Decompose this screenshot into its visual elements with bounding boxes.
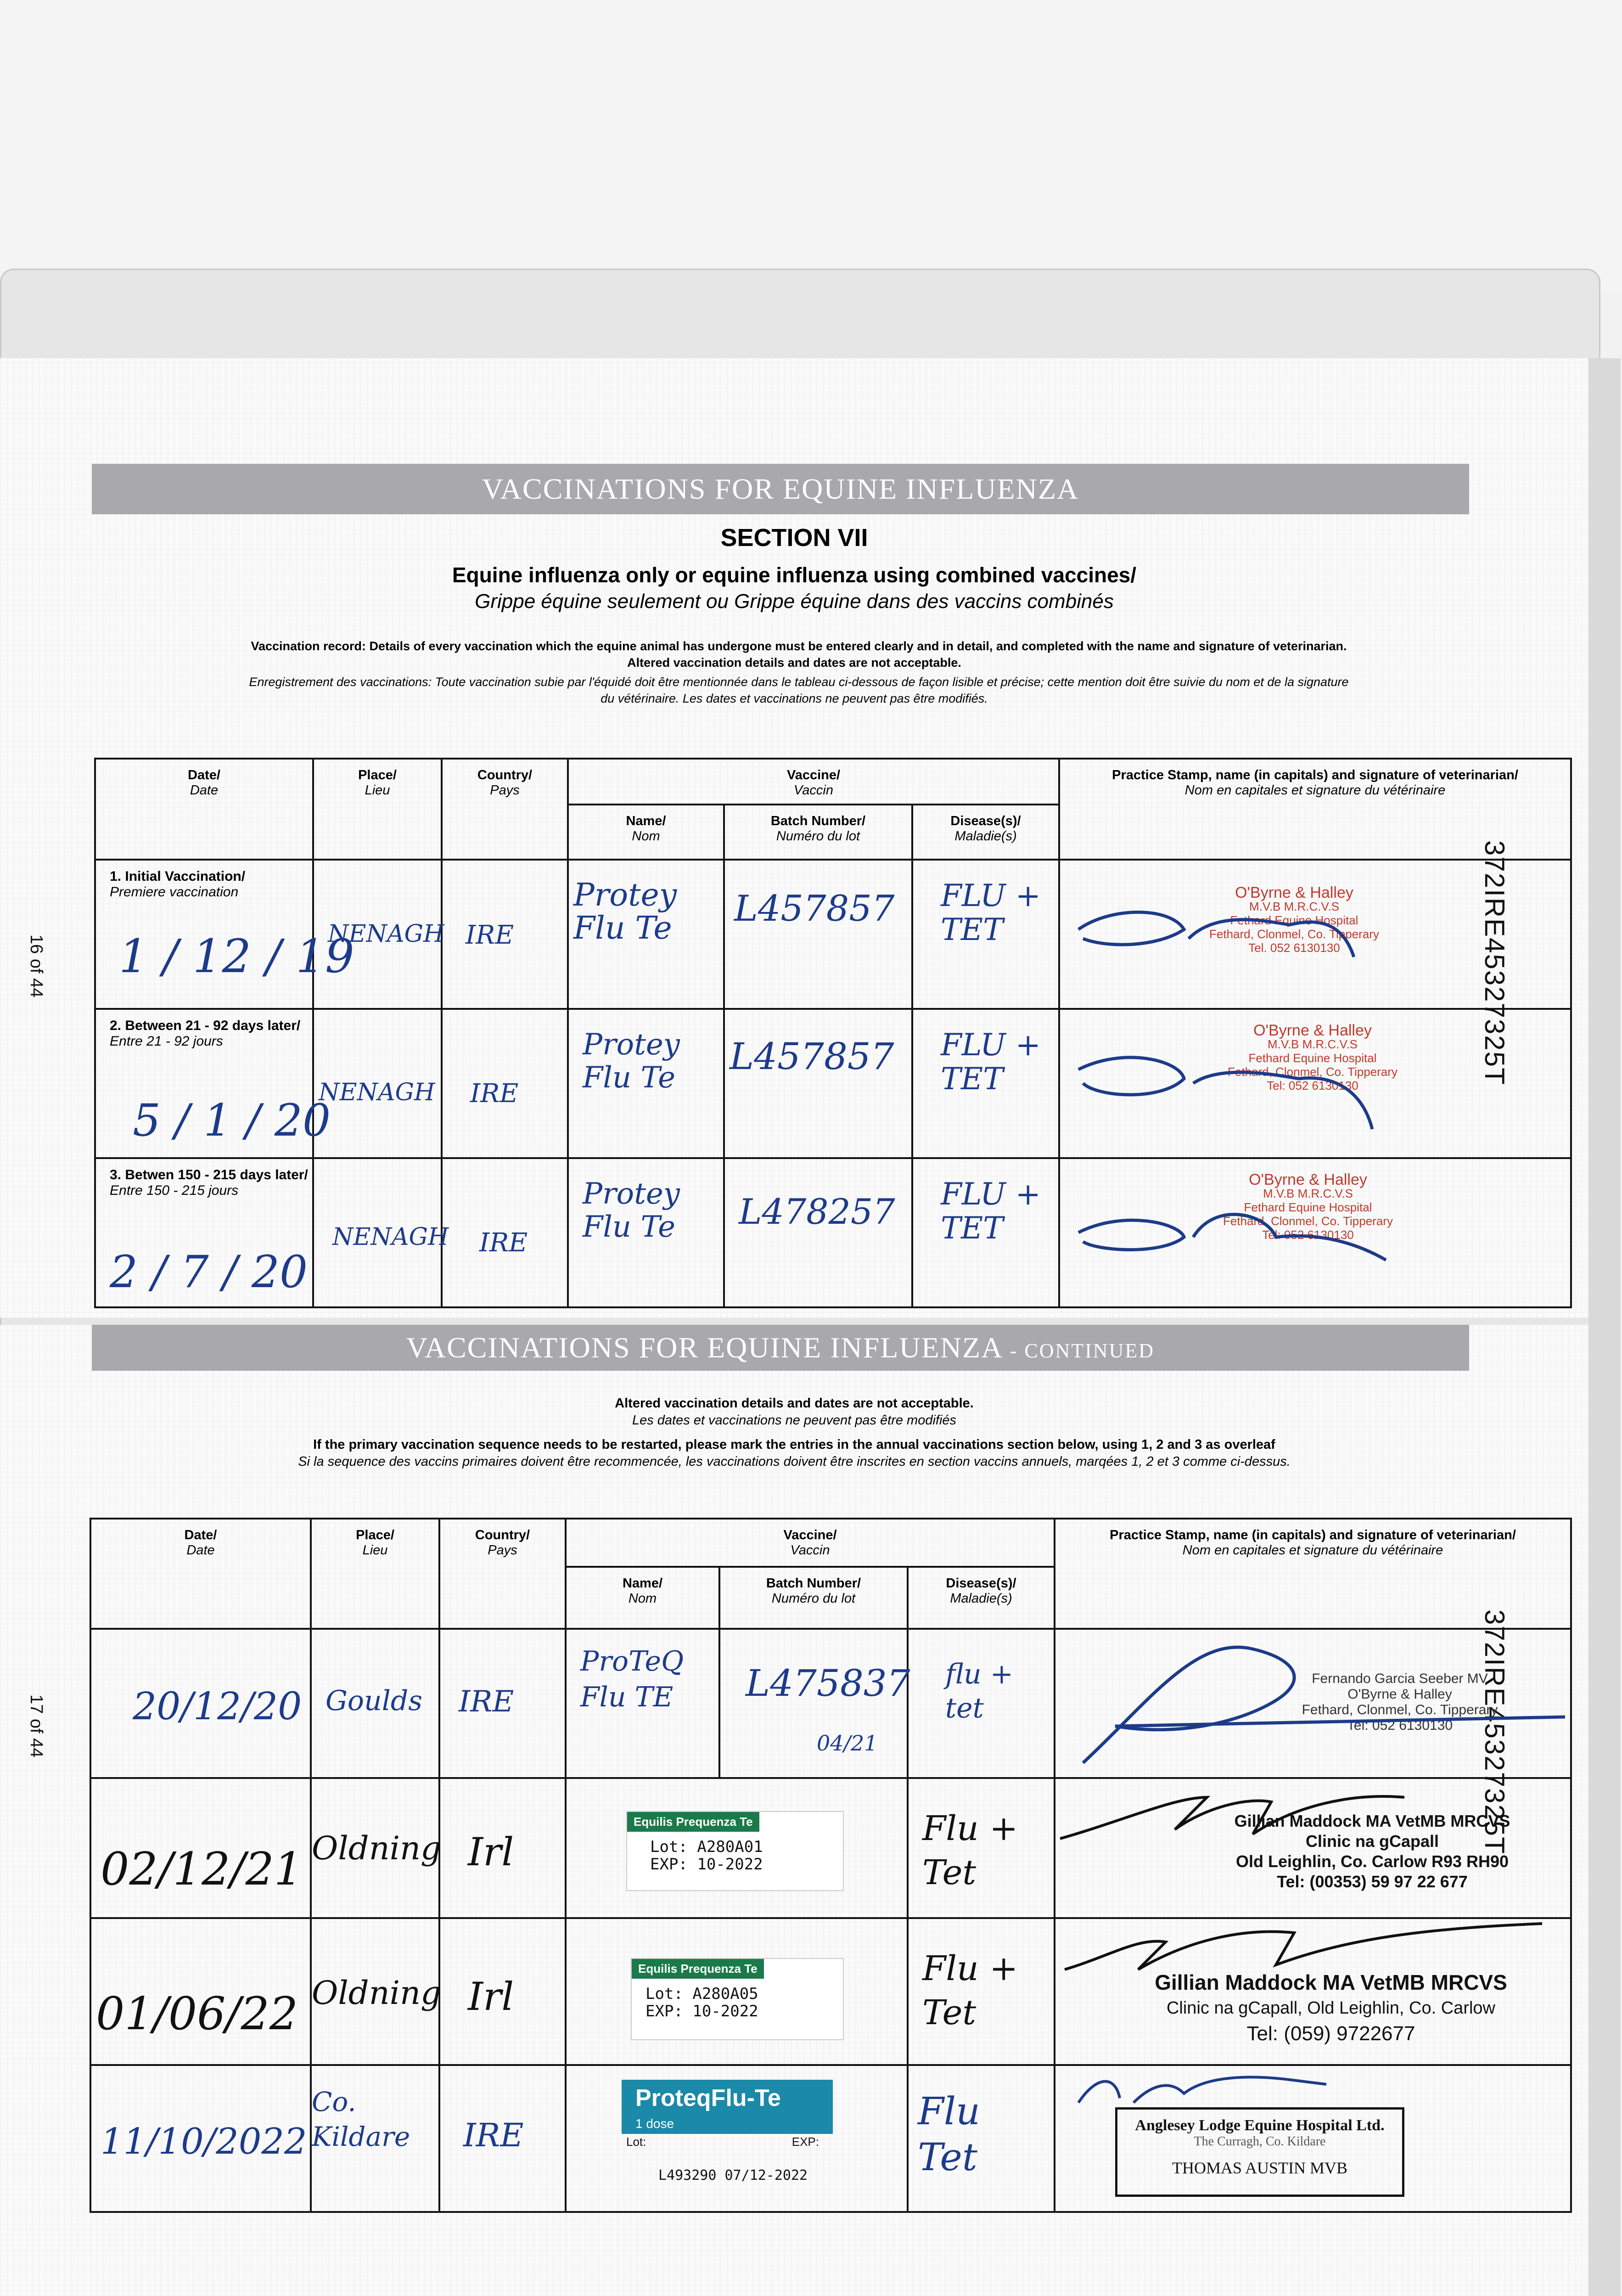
table-row [95,1009,1571,1158]
table-row [90,2065,1571,2212]
date-cell [95,860,354,1009]
continued-banner: VACCINATIONS FOR EQUINE INFLUENZA - CONTINUED [92,1325,1469,1371]
page-number: 17 of 44 [27,1694,46,1758]
vaccine-brand: Equilis Prequenza Te [632,1959,764,1979]
col-vaccine: Vaccine/ Vaccin [568,759,1059,805]
col-name: Name/ Nom [568,805,724,860]
disease-value: Flu + Tet [922,1949,1018,2032]
stamp-cell [1055,1778,1571,1918]
table-row [90,1778,1571,1918]
record-note-fr-2: du vétérinaire. Les dates et vaccinations ne peuvent pas être modifiés. [601,692,988,705]
table-row [90,1918,1571,2065]
ueln-number: 372IRE45327325T [1479,1609,1510,1855]
stamp-cell [1059,1158,1571,1307]
batch-number: L478257 [739,1191,895,1232]
country-cell [439,1778,566,1918]
stamp-cell [1059,1009,1571,1158]
vaccine-name: Protey Flu Te [573,877,677,946]
place-cell [313,1009,442,1158]
vet-signature [1055,1779,1469,1848]
col-place: Place/ Lieu [313,759,442,860]
practice-stamp: Anglesey Lodge Equine Hospital Ltd. The Curragh, Co. Kildare THOMAS AUSTIN MVB [1115,2107,1404,2197]
country-value: IRE [470,1079,519,1109]
vaccination-date: 2 / 7 / 20 [110,1246,308,1298]
lot-number: L493290 07/12-2022 [658,2167,808,2183]
vaccination-date: 11/10/2022 [101,2121,307,2162]
passport-page-17 [0,1325,1588,2296]
vet-signature [1055,1621,1570,1772]
expiry-date: EXP: 10-2022 [650,1855,763,1874]
batch-cell [719,1629,908,1778]
vaccine-brand: Equilis Prequenza Te [627,1812,759,1832]
stamp-cell [1059,860,1571,1009]
place-cell [311,2065,439,2212]
altered-note-fr: Les dates et vaccinations ne peuvent pas être modifiés [632,1413,957,1428]
country-value: IRE [479,1228,528,1258]
disease-value: FLU + TET [941,1176,1041,1246]
place-value: Oldning [312,1829,441,1867]
vet-signature [1069,879,1368,980]
vaccine-name: Protey Flu Te [583,1177,680,1244]
date-cell [90,1629,311,1778]
country-cell [439,1918,566,2065]
place-value: Oldning [312,1974,441,2012]
country-cell [442,860,568,1009]
country-cell [442,1158,568,1307]
disease-value: Flu + Tet [922,1809,1018,1892]
stamp-cell [1055,2065,1571,2212]
row-label: 1. Initial Vaccination/ Premiere vaccination [110,869,246,900]
vaccine-name: ProTeQ Flu TE [580,1645,684,1713]
vaccination-date: 5 / 1 / 20 [133,1095,331,1146]
country-value: Irl [468,1974,514,2019]
restart-note-fr: Si la sequence des vaccins primaires doivent être recommencée, les vaccinations doivent être inscrites en section vaccins annuels, marqées 1, 2 et 3 comme ci-dessus. [298,1454,1291,1469]
date-cell [95,1158,313,1307]
stamp-cell [1055,1629,1571,1778]
disease-cell [912,1009,1059,1158]
section-subtitle: Equine influenza only or equine influenza using combined vaccines/ [452,563,1137,587]
vaccine-name-cell [568,860,724,1009]
vaccine-brand: ProteqFlu-Te [635,2085,781,2111]
batch-cell [724,1009,912,1158]
col-vaccine: Vaccine/ Vaccin [566,1519,1055,1567]
stamp-cell [1055,1918,1571,2065]
disease-cell [908,1629,1055,1778]
place-cell [311,1629,439,1778]
vaccine-label-cell [566,1778,908,1918]
date-cell [95,1009,331,1158]
expiry-date: EXP: 10-2022 [645,2002,758,2020]
vaccination-date: 02/12/21 [101,1843,303,1896]
place-value: NENAGH [328,920,444,948]
vaccine-sticker [622,2080,833,2134]
col-country: Country/ Pays [442,759,568,860]
country-value: IRE [463,2116,524,2154]
record-note: Vaccination record: Details of every vaccination which the equine animal has undergone must be entered clearly and in detail, and completed with the name and signature of veterinarian. [251,639,1347,653]
record-note-fr: Enregistrement des vaccinations: Toute vaccination subie par l'équidé doit être mentionnée dans le tableau ci-dessous de façon lisible et précise; cette mention doit être suivie du nom et de la signature [249,675,1349,689]
disease-cell [908,1778,1055,1918]
vaccine-name: Protey Flu Te [583,1028,680,1095]
row-label: 3. Betwen 150 - 215 days later/ Entre 150 - 215 jours [110,1167,308,1198]
date-cell [90,2065,311,2212]
lot-exp-row: Lot: EXP: [626,2135,819,2149]
vaccine-name-cell [568,1009,724,1158]
table-row [95,1158,1571,1307]
restart-note: If the primary vaccination sequence needs to be restarted, please mark the entries in the annual vaccinations section below, using 1, 2 and 3 as overleaf [313,1437,1275,1452]
disease-value: Flu Tet [918,2090,980,2179]
place-value: NENAGH [332,1223,449,1251]
practice-stamp: O'Byrne & Halley M.V.B M.R.C.V.S Fethard Equine Hospital Fethard, Clonmel, Co. Tipperary Tel: 052 6130130 [1223,1171,1393,1242]
practice-stamp: Fernando Garcia Seeber MV O'Byrne & Halley Fethard, Clonmel, Co. Tipperary Tel: 052 6130130 [1302,1671,1498,1733]
country-cell [439,2065,566,2212]
col-batch: Batch Number/ Numéro du lot [724,805,912,860]
col-country: Country/ Pays [439,1519,566,1629]
table-row [95,860,1571,1009]
disease-value: FLU + TET [941,878,1041,947]
section-number: SECTION VII [720,524,868,551]
lot-number: Lot: A280A01 [650,1838,763,1856]
vaccination-date: 01/06/22 [96,1988,298,2040]
practice-stamp: Gillian Maddock MA VetMB MRCVS Clinic na gCapall Old Leighlin, Co. Carlow R93 RH90 Tel: (00353) 59 97 22 677 [1234,1812,1510,1891]
vaccine-label-cell [566,1918,908,2065]
batch-cell [724,860,912,1009]
vaccine-sticker [626,1811,844,1891]
disease-cell [912,1158,1059,1307]
col-place: Place/ Lieu [311,1519,439,1629]
place-value: Goulds [326,1685,423,1717]
page-number: 16 of 44 [27,934,46,998]
col-date: Date/ Date [90,1519,311,1629]
disease-cell [908,1918,1055,2065]
batch-expiry: 04/21 [817,1731,878,1756]
passport-page-16 [0,358,1588,1318]
date-cell [90,1918,311,2065]
section-subtitle-fr: Grippe équine seulement ou Grippe équine dans des vaccins combinés [475,590,1114,613]
col-disease: Disease(s)/ Maladie(s) [908,1567,1055,1629]
table-row [90,1629,1571,1778]
batch-cell [724,1158,912,1307]
page-edge [1588,358,1621,2296]
vaccine-label-cell [566,2065,908,2212]
altered-note: Altered vaccination details and dates are not acceptable. [615,1396,974,1411]
disease-cell [912,860,1059,1009]
vet-signature [1069,1187,1391,1278]
practice-stamp: O'Byrne & Halley M.V.B M.R.C.V.S Fethard Equine Hospital Fethard, Clonmel, Co. Tipperary Tel. 052 6130130 [1209,884,1379,955]
col-disease: Disease(s)/ Maladie(s) [912,805,1059,860]
place-cell [311,1918,439,2065]
primary-vaccination-table [94,758,1572,1308]
annual-vaccination-table [90,1518,1572,2213]
vaccination-date: 20/12/20 [133,1685,302,1728]
country-value: IRE [459,1685,514,1719]
altered-note: Altered vaccination details and dates are not acceptable. [627,656,961,670]
vaccine-name-cell [566,1629,719,1778]
country-value: Irl [468,1829,514,1874]
practice-stamp: Gillian Maddock MA VetMB MRCVS Clinic na gCapall, Old Leighlin, Co. Carlow Tel: (059) 9722677 [1155,1970,1507,2045]
country-value: IRE [466,920,514,950]
practice-stamp: O'Byrne & Halley M.V.B M.R.C.V.S Fethard Equine Hospital Fethard, Clonmel, Co. Tipperary Tel: 052 6130130 [1228,1022,1398,1092]
ueln-number: 372IRE45327325T [1479,840,1510,1086]
vaccine-sticker [631,1958,844,2040]
date-cell [90,1778,311,1918]
vaccine-name-cell [568,1158,724,1307]
background [0,0,1622,294]
section-banner: VACCINATIONS FOR EQUINE INFLUENZA [92,464,1469,514]
col-name: Name/ Nom [566,1567,719,1629]
country-cell [442,1009,568,1158]
col-date: Date/ Date [95,759,313,860]
row-label: 2. Between 21 - 92 days later/ Entre 21 - 92 jours [110,1018,301,1049]
batch-number: L457857 [734,888,895,929]
dose-label: 1 dose [635,2116,674,2131]
place-value: Co. Kildare [312,2086,410,2152]
batch-number: L475837 [746,1662,910,1705]
col-stamp: Practice Stamp, name (in capitals) and signature of veterinarian/ Nom en capitales et signature du vétérinaire [1055,1519,1571,1629]
vet-signature [1055,1919,1570,1979]
place-value: NENAGH [319,1079,435,1106]
batch-number: L457857 [730,1035,894,1078]
vet-signature [1069,2066,1391,2112]
col-stamp: Practice Stamp, name (in capitals) and signature of veterinarian/ Nom en capitales et signature du vétérinaire [1059,759,1571,860]
lot-number: Lot: A280A05 [645,1985,758,2003]
col-batch: Batch Number/ Numéro du lot [719,1567,908,1629]
vaccination-date: 1 / 12 / 19 [119,929,354,983]
place-cell [313,1158,449,1307]
disease-value: FLU + TET [941,1027,1041,1097]
place-cell [311,1778,439,1918]
vet-signature [1069,1028,1391,1134]
country-cell [439,1629,566,1778]
disease-cell [908,2065,1055,2212]
disease-value: flu + tet [945,1658,1014,1724]
